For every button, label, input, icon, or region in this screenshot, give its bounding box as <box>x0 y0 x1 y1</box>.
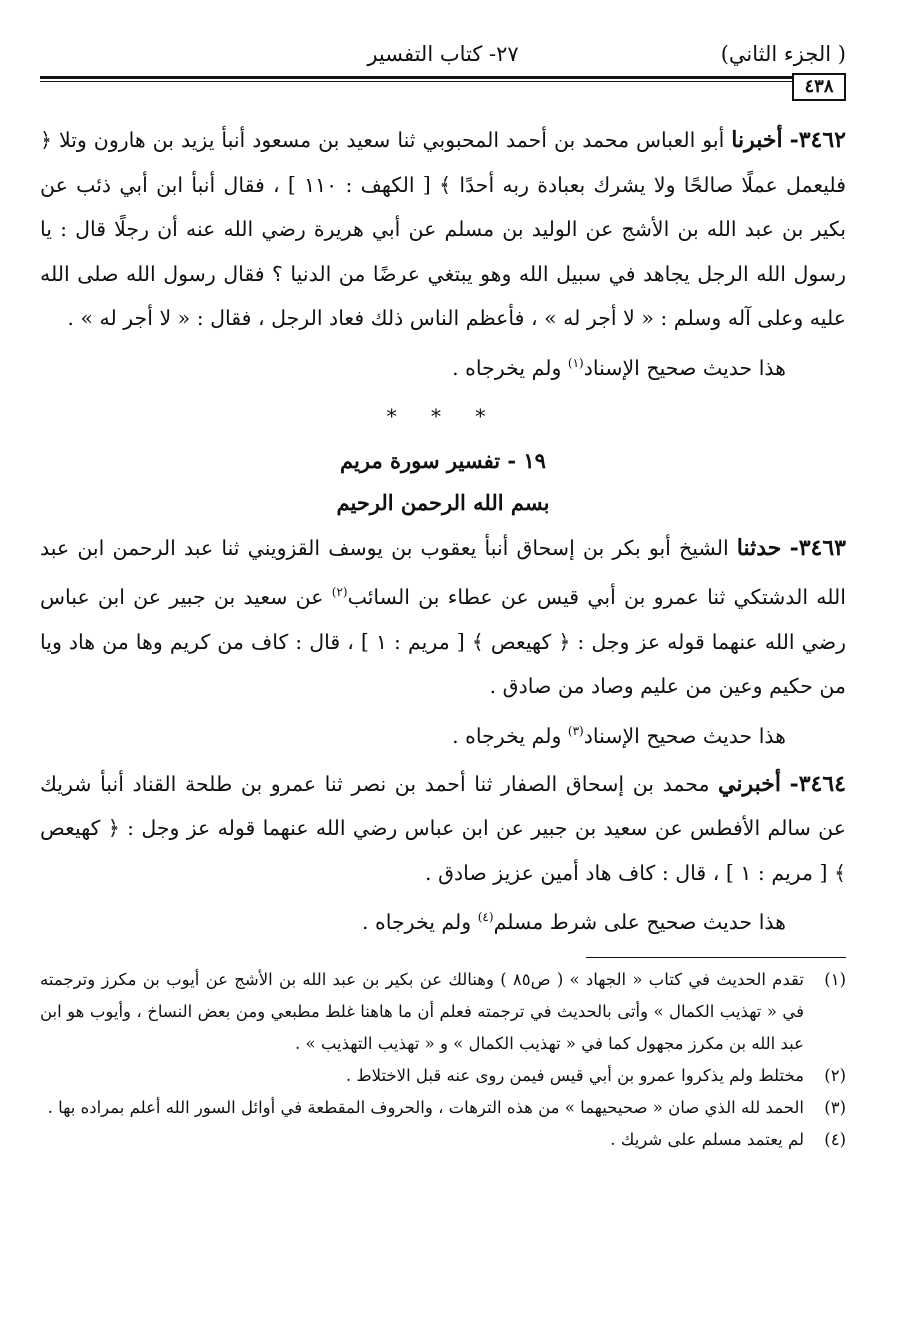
header-rule <box>40 76 846 82</box>
footnote-number: (١) <box>824 969 846 989</box>
hadith-lead: أخبرني <box>718 770 781 797</box>
book-title: ٢٧- كتاب التفسير <box>367 42 519 66</box>
hadith-grade: هذا حديث صحيح الإسناد$^{(١)}$ ولم يخرجاه . <box>452 355 786 380</box>
hadith-lead: أخبرنا <box>731 127 783 153</box>
hadith-grade: هذا حديث صحيح على شرط مسلم$^{(٤)}$ ولم يخرجاه . <box>361 910 786 935</box>
book-page <box>40 40 846 1290</box>
footnote-ref: (١) <box>567 355 584 370</box>
footnote <box>40 964 846 1060</box>
footnote-ref: (٤) <box>477 910 494 925</box>
hadith-text: الشيخ أبو بكر بن إسحاق أنبأ يعقوب بن يوسف القزويني ثنا عبد الرحمن ابن عبد الله الدشتكي ثنا عمرو بن أبي قيس عن عطاء بن السائب <box>40 535 846 610</box>
footnote <box>40 1124 846 1156</box>
volume-label: ( الجزء الثاني) <box>720 42 846 66</box>
footnote-ref: (٣) <box>567 723 584 738</box>
hadith-number: ٣٤٦٢- <box>789 127 846 153</box>
footnote <box>40 1092 846 1124</box>
page-number: ٤٣٨ <box>792 73 846 101</box>
page-header <box>40 40 846 97</box>
hadith-3462 <box>40 118 846 341</box>
hadith-lead: حدثنا <box>736 534 782 561</box>
footnote <box>40 1060 846 1092</box>
footnote-number: (٤) <box>824 1129 846 1149</box>
footnote-text: تقدم الحديث في كتاب « الجهاد » ( ص٨٥ ) وهنالك عن بكير بن عبد الله بن الأشج عن أيوب بن مكرز وترجمته في « تهذيب الكمال » وأتى بالحديث في ترجمته فعلم أن ما هاهنا غلط مطبعي ومن بعض النساخ ، وأيوب هو ابن عبد الله بن مكرز مجهول كما في « تهذيب الكمال » و « تهذيب التهذيب » . <box>40 969 804 1053</box>
footnote-text: لم يعتمد مسلم على شريك . <box>610 1129 804 1149</box>
hadith-number: ٣٤٦٤- <box>789 770 846 797</box>
hadith-number: ٣٤٦٣- <box>789 534 846 561</box>
separator-stars: * * * <box>386 403 500 428</box>
hadith-3464 <box>40 762 846 896</box>
page-body <box>40 118 846 1156</box>
basmala: بسم الله الرحمن الرحيم <box>336 489 550 515</box>
footnote-number: (٢) <box>824 1065 846 1085</box>
footnote-rule <box>586 957 846 958</box>
footnote-ref: (٢) <box>331 585 348 600</box>
hadith-grade: هذا حديث صحيح الإسناد$^{(٣)}$ ولم يخرجاه . <box>452 723 786 748</box>
hadith-3463 <box>40 526 846 709</box>
hadith-text-cont: عن سعيد بن جبير عن ابن عباس رضي الله عنهما قوله عز وجل : ﴿ كهيعص ﴾ [ مريم : ١ ] ، قال : كاف من كريم وها من هاد ويا من حكيم وعين من عليم وصاد من صادق . <box>40 585 847 699</box>
section-title: ١٩ - تفسير سورة مريم <box>340 447 546 473</box>
footnote-number: (٣) <box>824 1097 846 1117</box>
footnote-text: الحمد لله الذي صان « صحيحيهما » من هذه الترهات ، والحروف المقطعة في أوائل السور الله أعلم بمراده بها . <box>47 1097 804 1117</box>
hadith-text: محمد بن إسحاق الصفار ثنا أحمد بن نصر ثنا عمرو بن طلحة القناد أنبأ شريك عن سالم الأفطس عن سعيد بن جبير عن ابن عباس رضي الله عنهما قوله عز وجل : ﴿ كهيعص ﴾ [ مريم : ١ ] ، قال : كاف هاد أمين عزيز صادق . <box>40 771 846 885</box>
hadith-text: أبو العباس محمد بن أحمد المحبوبي ثنا سعيد بن مسعود أنبأ يزيد بن هارون وتلا ﴿ فليعمل عملًا صالحًا ولا يشرك بعبادة ربه أحدًا ﴾ [ الكهف : ١١٠ ] ، فقال أنبأ ابن أبي ذئب عن بكير بن عبد الله بن الأشج عن الوليد بن مسلم عن أبي هريرة رضي الله عنه أن رجلًا قال : يا رسول الله الرجل يجاهد في سبيل الله وهو يبتغي عرضًا من الدنيا ؟ فقال رسول الله صلى الله عليه وعلى آله وسلم : « لا أجر له » ، فأعظم الناس ذلك فعاد الرجل ، فقال : « لا أجر له » . <box>40 128 846 330</box>
footnote-text: مختلط ولم يذكروا عمرو بن أبي قيس فيمن روى عنه قبل الاختلاط . <box>345 1065 804 1085</box>
